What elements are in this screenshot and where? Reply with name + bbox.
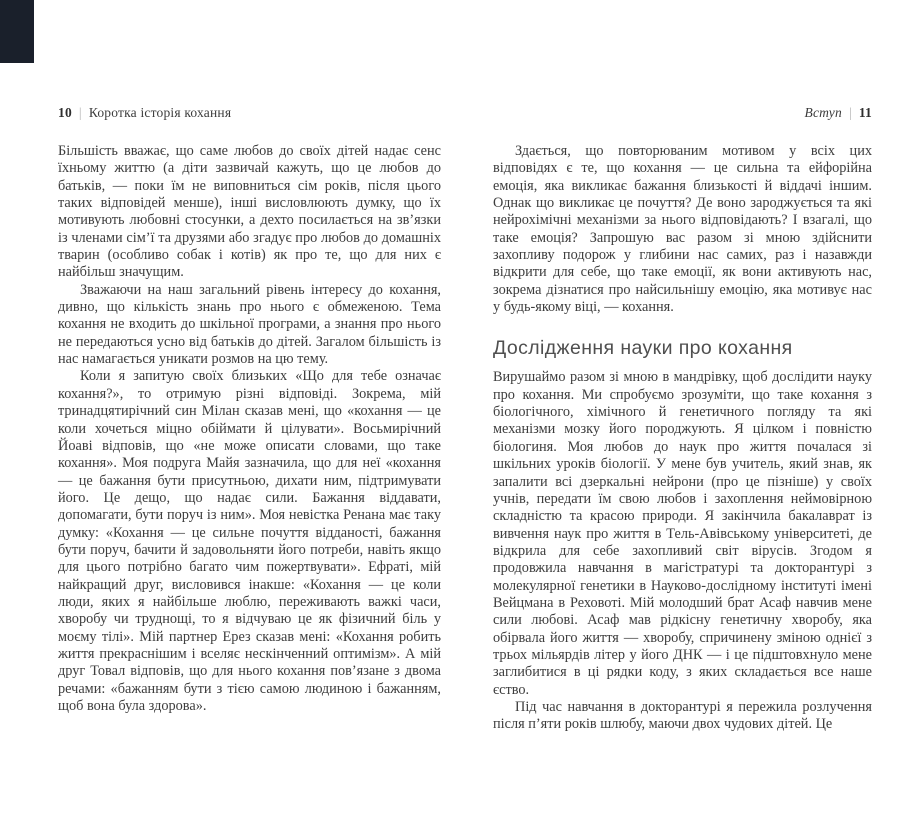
left-running-header — [58, 104, 441, 122]
paragraph: Здається, що повторюваним мотивом у всіх цих відповідях є те, що кохання — це сильна та ейфорійна емоція, яка викликає бажання близькості й віддачі іншим. Однак що викликає це почуття? Де воно зароджується та які нейрохімічні механізми за нього відповідають? І взагалі, що таке емоція? Запрошую вас разом зі мною здійснити захопливу подорож у глибини нас самих, раз і назавжди відкрити для себе, що таке емоції, як вони активують нас, зокрема дізнатися про найсильнішу емоцію, яка мотивує нас у будь-якому віці, — кохання. — [493, 143, 872, 316]
paragraph: Вирушаймо разом зі мною в мандрівку, щоб дослідити науку про кохання. Ми спробуємо зрозуміти, що таке кохання з біологічного, хімічного й генетичного погляду та які механізми мозку його породжують. Я цілком і повністю біологиня. Моя любов до наук про життя почалася зі шкільних уроків біології. У мене був учитель, який знав, як запалити всі дзеркальні нейрони (про це пізніше) у своїх учнів, передати їм свою любов і захоплення неймовірною складністю та красою природи. Я закінчила бакалаврат із вивчення наук про життя в Тель-Авівському університеті, де відкрила для себе захопливий світ вірусів. Згодом я продовжила навчання в магістратурі та докторантурі з молекулярної генетики в Науково-дослідному інституті імені Вейцмана в Реховоті. Мій молодший брат Асаф навчив мене сили любові. Асаф мав рідкісну генетичну хворобу, яка обірвала його життя — хворобу, спричинену зміною однієї з трьох мільярдів літер у його ДНК — і це підштовхнуло мене заглибитися в ці рядки коду, з яких складається все наше єство. — [493, 369, 872, 698]
left-page — [58, 104, 441, 715]
section-heading: Дослідження науки про кохання — [493, 337, 793, 360]
running-title: Вступ — [804, 105, 842, 120]
paragraph: Більшість вважає, що саме любов до своїх дітей надає сенс їхньому життю (а діти зазвичай кажуть, що це любов до батьків, — поки їм не виповниться сім років, після цього таких відповідей менше), інші висловлюють думку, що їх мотивують любовні стосунки, а дехто посилається на зв’язки із членами сім’ї та друзями або згадує про любов до домашніх тварин (особливо собак і котів) як про те, що для них є найбільш значущим. — [58, 143, 441, 281]
header-separator: | — [78, 105, 82, 120]
paragraph: Під час навчання в докторантурі я пережила розлучення після п’яти років шлюбу, маючи двох чудових дітей. Це — [493, 698, 872, 733]
left-page-number: 10 — [58, 105, 72, 120]
photo-corner-artifact — [0, 0, 34, 63]
paragraph: Коли я запитую своїх близьких «Що для тебе означає кохання?», то отримую різні відповіді. Зокрема, мій тринадцятирічний син Мілан сказав мені, що «кохання — це коли хочеться міцно обіймати й цілувати». Восьмирічний Йоаві відповів, що «не може описати словами, що таке кохання». Моя подруга Майя зазначила, що для неї «кохання — це бажання бути присутньою, дихати ним, підтримувати його. Це дещо, що надає сили. Бажання віддавати, допомагати, бути поруч із ним». Моя невістка Ренана має таку думку: «Кохання — це сильне почуття відданості, бажання бути поруч, бачити й задовольняти його потреби, навіть якщо для цього потрібно багато чим пожертвувати». Ефраті, мій найкращий друг, висловився інакше: «Кохання — це коли люди, яких я найбільше люблю, переживають важкі часи, хворобу чи труднощі, то я відчуваю це як фізичний біль у моєму тілі». Мій партнер Ерез сказав мені: «Кохання робить життя прекраснішим і вселяє нескінченний оптимізм». А мій друг Товал відповів, що для нього кохання пов’язане з двома речами: «бажанням бути з тією самою людиною і бажанням, щоб вона була здорова». — [58, 368, 441, 714]
header-separator: | — [848, 105, 852, 120]
paragraph: Зважаючи на наш загальний рівень інтересу до кохання, дивно, що кількість знань про нього є обмеженою. Тема кохання не входить до шкільної програми, а знання про нього не передаються усно від батьків до дітей. Загалом більшість із нас намагається уникати розмов на цю тему. — [58, 281, 441, 368]
right-page-number: 11 — [858, 105, 872, 120]
right-running-header — [493, 104, 872, 122]
running-title: Коротка історія кохання — [88, 105, 232, 120]
right-page — [493, 104, 872, 734]
